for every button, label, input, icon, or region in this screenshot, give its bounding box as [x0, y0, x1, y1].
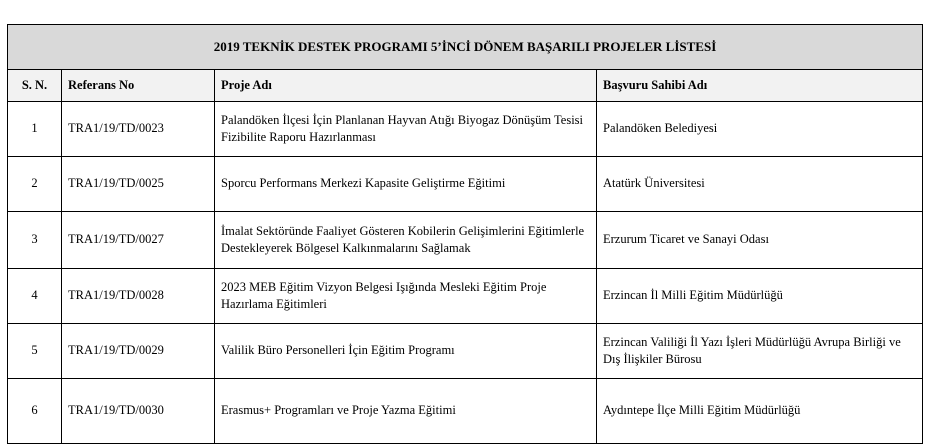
row-applicant: Erzincan İl Milli Eğitim Müdürlüğü: [597, 269, 923, 324]
column-header-applicant: Başvuru Sahibi Adı: [597, 70, 923, 102]
row-sn: 1: [8, 102, 62, 157]
row-applicant: Palandöken Belediyesi: [597, 102, 923, 157]
row-project: İmalat Sektöründe Faaliyet Gösteren Kobilerin Gelişimlerini Eğitimlerle Destekleyerek Bölgesel Kalkınmalarını Sağlamak: [215, 212, 597, 269]
row-sn: 5: [8, 324, 62, 379]
table-row: [8, 269, 923, 324]
table-title: 2019 TEKNİK DESTEK PROGRAMI 5’İNCİ DÖNEM BAŞARILI PROJELER LİSTESİ: [8, 25, 923, 70]
row-sn: 3: [8, 212, 62, 269]
row-project: Palandöken İlçesi İçin Planlanan Hayvan Atığı Biyogaz Dönüşüm Tesisi Fizibilite Raporu Hazırlanması: [215, 102, 597, 157]
row-applicant: Atatürk Üniversitesi: [597, 157, 923, 212]
row-ref: TRA1/19/TD/0029: [62, 324, 215, 379]
row-applicant: Erzincan Valiliği İl Yazı İşleri Müdürlüğü Avrupa Birliği ve Dış İlişkiler Bürosu: [597, 324, 923, 379]
row-sn: 2: [8, 157, 62, 212]
table-title-row: [8, 25, 923, 70]
row-ref: TRA1/19/TD/0025: [62, 157, 215, 212]
row-project: Valilik Büro Personelleri İçin Eğitim Programı: [215, 324, 597, 379]
row-ref: TRA1/19/TD/0028: [62, 269, 215, 324]
table-row: [8, 102, 923, 157]
row-project: 2023 MEB Eğitim Vizyon Belgesi Işığında Mesleki Eğitim Proje Hazırlama Eğitimleri: [215, 269, 597, 324]
projects-table: [7, 24, 923, 444]
row-project: Erasmus+ Programları ve Proje Yazma Eğitimi: [215, 379, 597, 444]
row-sn: 4: [8, 269, 62, 324]
row-project: Sporcu Performans Merkezi Kapasite Geliştirme Eğitimi: [215, 157, 597, 212]
row-sn: 6: [8, 379, 62, 444]
table-row: [8, 379, 923, 444]
row-ref: TRA1/19/TD/0023: [62, 102, 215, 157]
table-row: [8, 324, 923, 379]
column-header-project: Proje Adı: [215, 70, 597, 102]
column-header-sn: S. N.: [8, 70, 62, 102]
table-row: [8, 212, 923, 269]
row-ref: TRA1/19/TD/0027: [62, 212, 215, 269]
row-applicant: Aydıntepe İlçe Milli Eğitim Müdürlüğü: [597, 379, 923, 444]
column-header-ref: Referans No: [62, 70, 215, 102]
table-row: [8, 157, 923, 212]
column-header-row: [8, 70, 923, 102]
row-applicant: Erzurum Ticaret ve Sanayi Odası: [597, 212, 923, 269]
row-ref: TRA1/19/TD/0030: [62, 379, 215, 444]
